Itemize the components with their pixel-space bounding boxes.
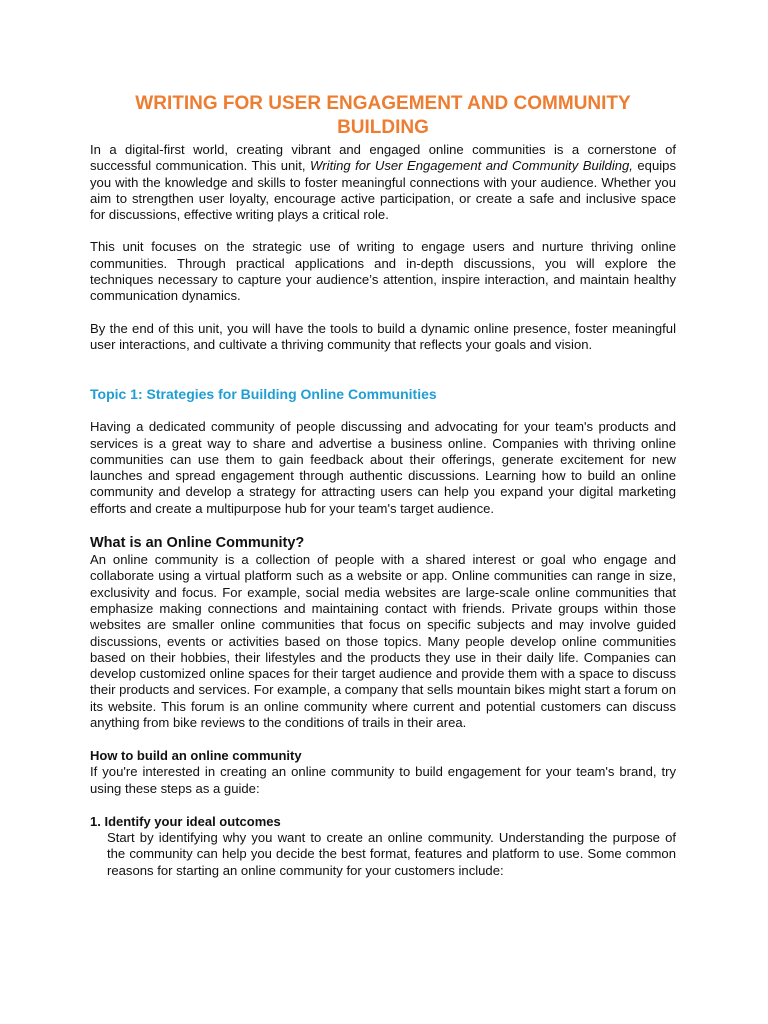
intro-paragraph-3: By the end of this unit, you will have the tools to build a dynamic online presence, foster meaningful user interactions, and cultivate a thriving community that reflects your goals and vision. [90,320,676,352]
intro-text-after: equips you with the knowledge and skills to foster meaningful connections with your audience. Whether you aim to strengthen user loyalty, encourage active participation, or create a safe and inclusive space for discussions, effective writing plays a critical role. [90,158,676,223]
step-1-paragraph: Start by identifying why you want to create an online community. Understanding the purpose of the community can help you decide the best format, features and platform to use. Some common reasons for starting an online community for your customers include: [107,829,676,878]
how-to-build-paragraph: If you're interested in creating an online community to build engagement for your team's brand, try using these steps as a guide: [90,764,676,796]
unit-title-italic: Writing for User Engagement and Community Building, [309,158,633,174]
how-to-build-heading: How to build an online community [90,748,302,764]
intro-paragraph-1 [90,142,676,223]
topic-1-heading: Topic 1: Strategies for Building Online Communities [90,386,437,403]
intro-paragraph-2: This unit focuses on the strategic use of writing to engage users and nurture thriving online communities. Through practical applications and in-depth discussions, you will explore the techniques necessary to capture your audience’s attention, inspire interaction, and maintain healthy communication dynamics. [90,239,676,304]
document-title: WRITING FOR USER ENGAGEMENT AND COMMUNITY BUILDING [135,93,631,138]
intro-text-before: In a digital-first world, creating vibrant and engaged online communities is a cornerstone of successful communication. This unit, [90,142,676,174]
online-community-heading: What is an Online Community? [90,535,305,552]
online-community-paragraph: An online community is a collection of people with a shared interest or goal who engage and collaborate using a virtual platform such as a website or app. Online communities can range in size, exclusivity and focus. For example, social media websites are large-scale online communities that emphasize making connections and maintaining contact with friends. Private groups within those websites are smaller online communities that focus on specific subjects and may involve guided discussions, events or activities based on those topics. Many people develop online communities based on their hobbies, their lifestyles and the products they use in their daily life. Companies can develop customized online spaces for their target audience and provide them with a space to discuss their products and services. For example, a company that sells mountain bikes might start a forum on its website. This forum is an online community where current and potential customers can discuss anything from bike reviews to the conditions of trails in their area. [90,552,676,731]
step-1-heading: 1. Identify your ideal outcomes [90,813,281,829]
topic-1-paragraph: Having a dedicated community of people discussing and advocating for your team's products and services is a great way to share and advertise a business online. Companies with thriving online communities can use them to gain feedback about their offerings, generate excitement for new launches and spread engagement through authentic discussions. Learning how to build an online community and develop a strategy for attracting users can help you expand your digital marketing efforts and create a multipurpose hub for your team's target audience. [90,419,676,516]
